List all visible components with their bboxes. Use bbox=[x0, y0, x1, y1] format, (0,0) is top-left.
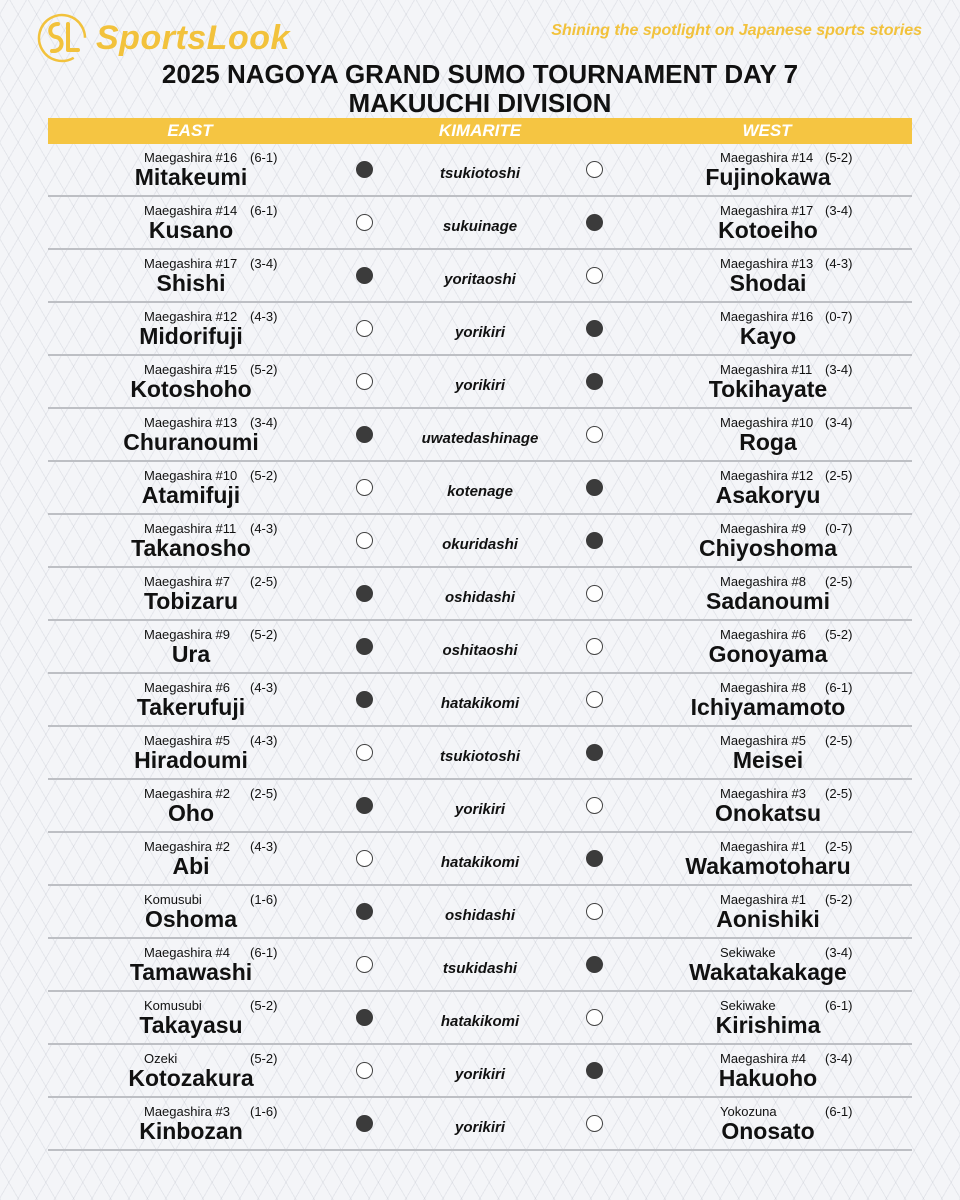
kimarite: oshidashi bbox=[444, 907, 516, 924]
west-win-marker-icon bbox=[586, 161, 603, 178]
west-loss-marker-icon bbox=[586, 479, 603, 496]
bout-row bbox=[48, 303, 912, 356]
east-name: Midorifuji bbox=[139, 323, 243, 349]
east-rank: Maegashira #3 bbox=[144, 1104, 230, 1119]
east-rank: Maegashira #16 bbox=[144, 150, 238, 165]
east-name: Atamifuji bbox=[141, 482, 241, 508]
kimarite: yorikiri bbox=[454, 801, 506, 818]
west-record: (0-7) bbox=[825, 309, 853, 324]
east-win-marker-icon bbox=[356, 956, 373, 973]
kimarite: tsukiotoshi bbox=[439, 165, 521, 182]
west-record: (2-5) bbox=[825, 468, 853, 483]
west-name: Tokihayate bbox=[708, 376, 828, 402]
east-name: Hiradoumi bbox=[134, 747, 248, 773]
east-name: Oho bbox=[168, 800, 214, 826]
west-name: Fujinokawa bbox=[705, 164, 831, 190]
brand-logo bbox=[36, 12, 290, 64]
east-win-marker-icon bbox=[356, 744, 373, 761]
east-rank: Maegashira #2 bbox=[144, 839, 230, 854]
bout-row bbox=[48, 780, 912, 833]
west-record: (3-4) bbox=[825, 415, 853, 430]
east-record: (4-3) bbox=[250, 733, 278, 748]
east-name: Abi bbox=[172, 853, 210, 879]
west-rank: Maegashira #4 bbox=[720, 1051, 806, 1066]
page-title bbox=[0, 60, 960, 118]
east-rank: Maegashira #17 bbox=[144, 256, 238, 271]
east-loss-marker-icon bbox=[356, 691, 373, 708]
west-win-marker-icon bbox=[586, 691, 603, 708]
east-record: (1-6) bbox=[250, 1104, 278, 1119]
east-record: (4-3) bbox=[250, 839, 278, 854]
column-header-bar bbox=[48, 118, 912, 144]
east-name: Tamawashi bbox=[129, 959, 253, 985]
west-rank: Maegashira #11 bbox=[720, 362, 813, 377]
bout-row bbox=[48, 674, 912, 727]
east-record: (5-2) bbox=[250, 627, 278, 642]
west-name: Roga bbox=[739, 429, 797, 455]
west-record: (2-5) bbox=[825, 574, 853, 589]
west-name: Aonishiki bbox=[716, 906, 820, 932]
west-loss-marker-icon bbox=[586, 956, 603, 973]
west-record: (2-5) bbox=[825, 839, 853, 854]
east-name: Takanosho bbox=[131, 535, 251, 561]
west-rank: Maegashira #17 bbox=[720, 203, 814, 218]
bout-row bbox=[48, 144, 912, 197]
west-rank: Maegashira #8 bbox=[720, 574, 806, 589]
bout-row bbox=[48, 568, 912, 621]
bout-row bbox=[48, 409, 912, 462]
kimarite: hatakikomi bbox=[440, 695, 520, 712]
kimarite: yorikiri bbox=[454, 1119, 506, 1136]
bout-row bbox=[48, 250, 912, 303]
east-rank: Maegashira #9 bbox=[144, 627, 230, 642]
west-rank: Maegashira #12 bbox=[720, 468, 814, 483]
column-header-kimarite: KIMARITE bbox=[438, 121, 522, 140]
east-record: (5-2) bbox=[250, 998, 278, 1013]
east-loss-marker-icon bbox=[356, 1009, 373, 1026]
west-record: (3-4) bbox=[825, 945, 853, 960]
west-record: (4-3) bbox=[825, 256, 853, 271]
west-win-marker-icon bbox=[586, 1115, 603, 1132]
east-loss-marker-icon bbox=[356, 267, 373, 284]
west-record: (6-1) bbox=[825, 680, 853, 695]
east-loss-marker-icon bbox=[356, 903, 373, 920]
east-rank: Maegashira #11 bbox=[144, 521, 237, 536]
kimarite: yorikiri bbox=[454, 324, 506, 341]
east-rank: Maegashira #13 bbox=[144, 415, 238, 430]
east-name: Kotozakura bbox=[128, 1065, 254, 1091]
west-rank: Maegashira #1 bbox=[720, 892, 806, 907]
west-loss-marker-icon bbox=[586, 320, 603, 337]
kimarite: tsukiotoshi bbox=[439, 748, 521, 765]
east-name: Ura bbox=[171, 641, 211, 667]
east-rank: Maegashira #5 bbox=[144, 733, 230, 748]
west-loss-marker-icon bbox=[586, 214, 603, 231]
east-name: Takerufuji bbox=[136, 694, 246, 720]
west-win-marker-icon bbox=[586, 426, 603, 443]
west-name: Onokatsu bbox=[714, 800, 822, 826]
east-rank: Ozeki bbox=[144, 1051, 178, 1066]
east-record: (4-3) bbox=[250, 521, 278, 536]
west-name: Kirishima bbox=[715, 1012, 821, 1038]
title-line-2: MAKUUCHI DIVISION bbox=[348, 88, 612, 118]
east-win-marker-icon bbox=[356, 214, 373, 231]
bout-row bbox=[48, 727, 912, 780]
bout-row bbox=[48, 462, 912, 515]
west-name: Meisei bbox=[732, 747, 804, 773]
east-record: (6-1) bbox=[250, 945, 278, 960]
east-rank: Maegashira #14 bbox=[144, 203, 238, 218]
east-win-marker-icon bbox=[356, 320, 373, 337]
east-rank: Komusubi bbox=[144, 892, 202, 907]
west-rank: Maegashira #13 bbox=[720, 256, 814, 271]
brand-tagline: Shining the spotlight on Japanese sports stories bbox=[551, 22, 922, 39]
east-record: (6-1) bbox=[250, 150, 278, 165]
west-record: (3-4) bbox=[825, 362, 853, 377]
west-name: Wakatakakage bbox=[689, 959, 847, 985]
west-win-marker-icon bbox=[586, 585, 603, 602]
west-name: Chiyoshoma bbox=[698, 535, 838, 561]
west-rank: Maegashira #8 bbox=[720, 680, 806, 695]
east-record: (4-3) bbox=[250, 680, 278, 695]
west-rank: Maegashira #10 bbox=[720, 415, 814, 430]
kimarite: yorikiri bbox=[454, 377, 506, 394]
east-record: (5-2) bbox=[250, 1051, 278, 1066]
east-rank: Maegashira #10 bbox=[144, 468, 238, 483]
east-rank: Maegashira #2 bbox=[144, 786, 230, 801]
east-name: Churanoumi bbox=[123, 429, 259, 455]
west-record: (2-5) bbox=[825, 786, 853, 801]
west-record: (3-4) bbox=[825, 1051, 853, 1066]
west-rank: Sekiwake bbox=[720, 945, 776, 960]
west-rank: Maegashira #5 bbox=[720, 733, 806, 748]
east-loss-marker-icon bbox=[356, 638, 373, 655]
east-record: (3-4) bbox=[250, 415, 278, 430]
east-loss-marker-icon bbox=[356, 161, 373, 178]
east-record: (3-4) bbox=[250, 256, 278, 271]
bout-row bbox=[48, 833, 912, 886]
bout-row bbox=[48, 356, 912, 409]
west-name: Ichiyamamoto bbox=[690, 694, 846, 720]
west-rank: Maegashira #9 bbox=[720, 521, 806, 536]
sportslook-logo-icon bbox=[36, 12, 92, 64]
east-record: (5-2) bbox=[250, 468, 278, 483]
column-header-west: WEST bbox=[742, 121, 792, 140]
west-rank: Maegashira #16 bbox=[720, 309, 814, 324]
west-record: (3-4) bbox=[825, 203, 853, 218]
kimarite: kotenage bbox=[447, 483, 513, 500]
west-loss-marker-icon bbox=[586, 1062, 603, 1079]
header bbox=[0, 0, 960, 64]
east-rank: Maegashira #7 bbox=[144, 574, 230, 589]
west-name: Wakamotoharu bbox=[685, 853, 851, 879]
bout-row bbox=[48, 992, 912, 1045]
kimarite: hatakikomi bbox=[440, 854, 520, 871]
kimarite: sukuinage bbox=[442, 218, 518, 235]
east-loss-marker-icon bbox=[356, 1115, 373, 1132]
west-name: Kotoeiho bbox=[718, 217, 818, 243]
west-rank: Yokozuna bbox=[720, 1104, 777, 1119]
east-win-marker-icon bbox=[356, 479, 373, 496]
west-loss-marker-icon bbox=[586, 532, 603, 549]
west-record: (2-5) bbox=[825, 733, 853, 748]
east-rank: Maegashira #6 bbox=[144, 680, 230, 695]
kimarite: yorikiri bbox=[454, 1066, 506, 1083]
bout-row bbox=[48, 621, 912, 674]
column-header-east: EAST bbox=[167, 121, 213, 140]
west-record: (6-1) bbox=[825, 998, 853, 1013]
east-name: Kinbozan bbox=[139, 1118, 243, 1144]
east-record: (5-2) bbox=[250, 362, 278, 377]
east-win-marker-icon bbox=[356, 850, 373, 867]
bout-row bbox=[48, 197, 912, 250]
west-rank: Maegashira #1 bbox=[720, 839, 806, 854]
east-record: (2-5) bbox=[250, 786, 278, 801]
west-record: (0-7) bbox=[825, 521, 853, 536]
east-rank: Maegashira #15 bbox=[144, 362, 238, 377]
east-rank: Maegashira #12 bbox=[144, 309, 238, 324]
east-record: (6-1) bbox=[250, 203, 278, 218]
kimarite: yoritaoshi bbox=[444, 271, 516, 288]
east-name: Takayasu bbox=[139, 1012, 243, 1038]
east-loss-marker-icon bbox=[356, 426, 373, 443]
west-record: (5-2) bbox=[825, 150, 853, 165]
west-win-marker-icon bbox=[586, 638, 603, 655]
bout-row bbox=[48, 886, 912, 939]
west-name: Shodai bbox=[729, 270, 807, 296]
title-line-1: 2025 NAGOYA GRAND SUMO TOURNAMENT DAY 7 bbox=[161, 59, 799, 89]
kimarite: oshitaoshi bbox=[442, 642, 518, 659]
west-record: (5-2) bbox=[825, 627, 853, 642]
bout-row bbox=[48, 1045, 912, 1098]
west-record: (6-1) bbox=[825, 1104, 853, 1119]
kimarite: okuridashi bbox=[442, 536, 518, 553]
bout-list bbox=[48, 144, 912, 1151]
east-record: (1-6) bbox=[250, 892, 278, 907]
east-name: Tobizaru bbox=[143, 588, 239, 614]
west-win-marker-icon bbox=[586, 797, 603, 814]
kimarite: oshidashi bbox=[444, 589, 516, 606]
west-win-marker-icon bbox=[586, 903, 603, 920]
east-name: Oshoma bbox=[144, 906, 238, 932]
kimarite: hatakikomi bbox=[440, 1013, 520, 1030]
west-name: Kayo bbox=[739, 323, 797, 349]
east-record: (4-3) bbox=[250, 309, 278, 324]
east-win-marker-icon bbox=[356, 532, 373, 549]
west-loss-marker-icon bbox=[586, 850, 603, 867]
west-win-marker-icon bbox=[586, 1009, 603, 1026]
west-rank: Sekiwake bbox=[720, 998, 776, 1013]
west-name: Asakoryu bbox=[715, 482, 821, 508]
east-name: Kusano bbox=[148, 217, 234, 243]
east-name: Shishi bbox=[156, 270, 226, 296]
west-record: (5-2) bbox=[825, 892, 853, 907]
brand-name: SportsLook bbox=[96, 18, 290, 57]
west-name: Onosato bbox=[721, 1118, 815, 1144]
west-rank: Maegashira #6 bbox=[720, 627, 806, 642]
west-win-marker-icon bbox=[586, 267, 603, 284]
bout-row bbox=[48, 515, 912, 568]
bout-row bbox=[48, 939, 912, 992]
west-rank: Maegashira #3 bbox=[720, 786, 806, 801]
east-name: Mitakeumi bbox=[134, 164, 248, 190]
west-name: Hakuoho bbox=[718, 1065, 818, 1091]
east-win-marker-icon bbox=[356, 373, 373, 390]
west-name: Sadanoumi bbox=[706, 588, 830, 614]
kimarite: tsukidashi bbox=[442, 960, 518, 977]
bout-row bbox=[48, 1098, 912, 1151]
east-rank: Komusubi bbox=[144, 998, 202, 1013]
east-loss-marker-icon bbox=[356, 797, 373, 814]
west-loss-marker-icon bbox=[586, 744, 603, 761]
east-rank: Maegashira #4 bbox=[144, 945, 230, 960]
west-rank: Maegashira #14 bbox=[720, 150, 814, 165]
kimarite: uwatedashinage bbox=[421, 430, 539, 447]
east-record: (2-5) bbox=[250, 574, 278, 589]
east-name: Kotoshoho bbox=[130, 376, 252, 402]
west-name: Gonoyama bbox=[708, 641, 828, 667]
east-win-marker-icon bbox=[356, 1062, 373, 1079]
east-loss-marker-icon bbox=[356, 585, 373, 602]
west-loss-marker-icon bbox=[586, 373, 603, 390]
